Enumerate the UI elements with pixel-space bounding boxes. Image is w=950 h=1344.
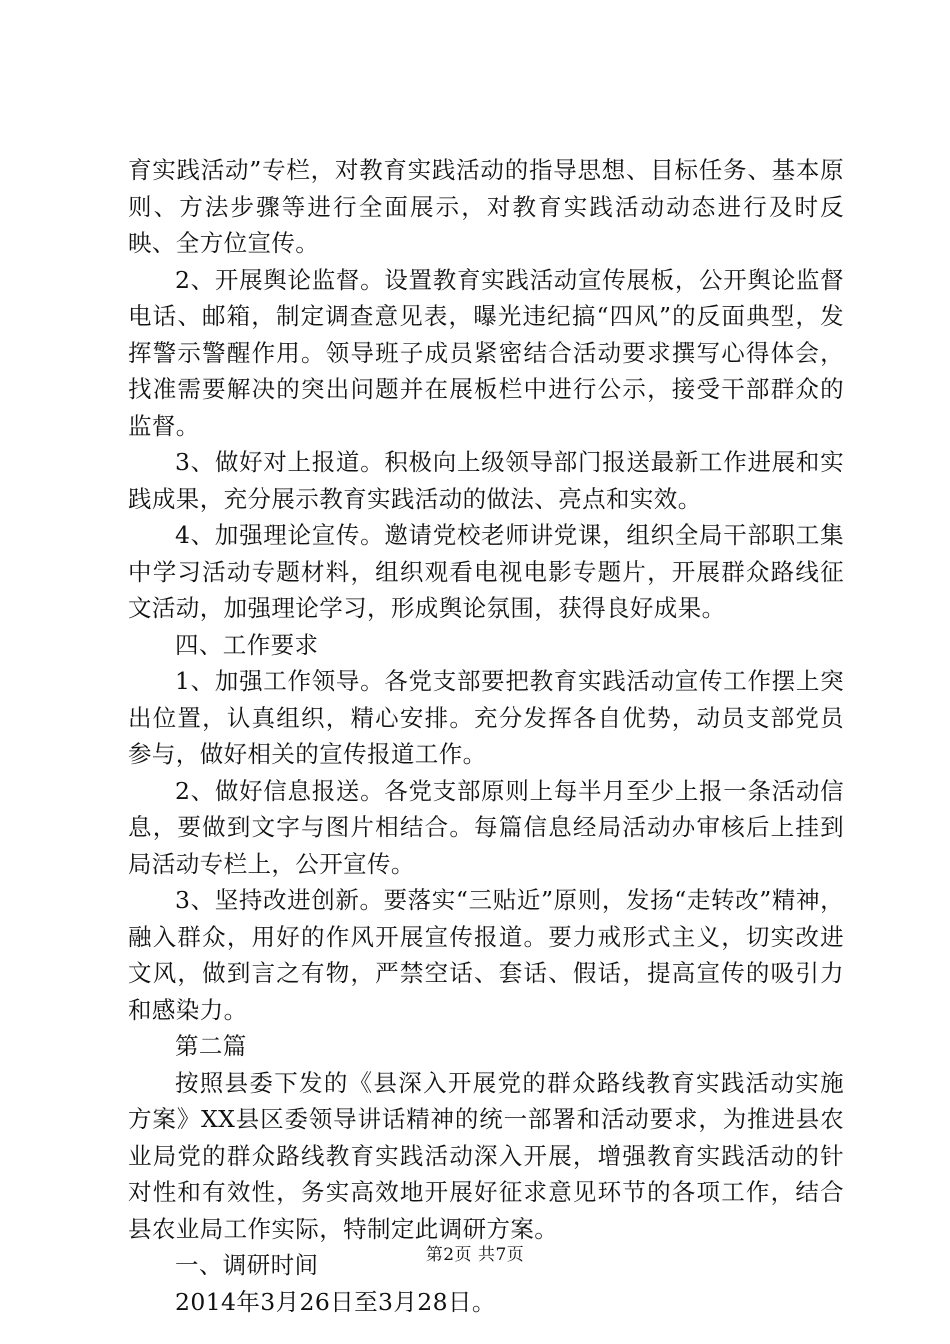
paragraph-research-plan: 按照县委下发的《县深入开展党的群众路线教育实践活动实施方案》XX县区委领导讲话精神的统一部署和活动要求，为推进县农业局党的群众路线教育实践活动深入开展，增强教育实践活动的针对性和有效性，务实高效地开展好征求意见环节的各项工作，结合县农业局工作实际，特制定此调研方案。 [128, 1068, 844, 1243]
section-heading-research-time: 一、调研时间 [175, 1251, 319, 1279]
paragraph-intro-continuation: 育实践活动”专栏，对教育实践活动的指导思想、目标任务、基本原则、方法步骤等进行全面展示，对教育实践活动动态进行及时反映、全方位宣传。 [128, 156, 844, 257]
paragraph-requirement-3: 3、坚持改进创新。要落实“三贴近”原则，发扬“走转改”精神，融入群众，用好的作风开展宣传报道。要力戒形式主义，切实改进文风，做到言之有物，严禁空话、套话、假话，提高宣传的吸引力和感染力。 [128, 886, 844, 1024]
section-heading-part-two: 第二篇 [175, 1032, 247, 1060]
paragraph-item-3-reporting: 3、做好对上报道。积极向上级领导部门报送最新工作进展和实践成果，充分展示教育实践活动的做法、亮点和实效。 [128, 448, 844, 513]
paragraph-requirement-1: 1、加强工作领导。各党支部要把教育实践活动宣传工作摆上突出位置，认真组织，精心安排。充分发挥各自优势，动员支部党员参与，做好相关的宣传报道工作。 [128, 667, 844, 768]
paragraph-item-2-public-opinion: 2、开展舆论监督。设置教育实践活动宣传展板，公开舆论监督电话、邮箱，制定调查意见表，曝光违纪搞“四风”的反面典型，发挥警示警醒作用。领导班子成员紧密结合活动要求撰写心得体会，找准需要解决的突出问题并在展板栏中进行公示，接受干部群众的监督。 [128, 265, 844, 440]
section-heading-work-requirements: 四、工作要求 [175, 630, 319, 659]
document-body [128, 152, 844, 1320]
paragraph-item-4-theory: 4、加强理论宣传。邀请党校老师讲党课，组织全局干部职工集中学习活动专题材料，组织观看电视电影专题片，开展群众路线征文活动，加强理论学习，形成舆论氛围，获得良好成果。 [128, 521, 844, 622]
paragraph-requirement-2: 2、做好信息报送。各党支部原则上每半月至少上报一条活动信息，要做到文字与图片相结合。每篇信息经局活动办审核后上挂到局活动专栏上，公开宣传。 [128, 776, 844, 878]
page-footer: 第2页 共7页 [425, 1245, 525, 1265]
paragraph-research-dates: 2014年3月26日至3月28日。 [175, 1287, 496, 1316]
